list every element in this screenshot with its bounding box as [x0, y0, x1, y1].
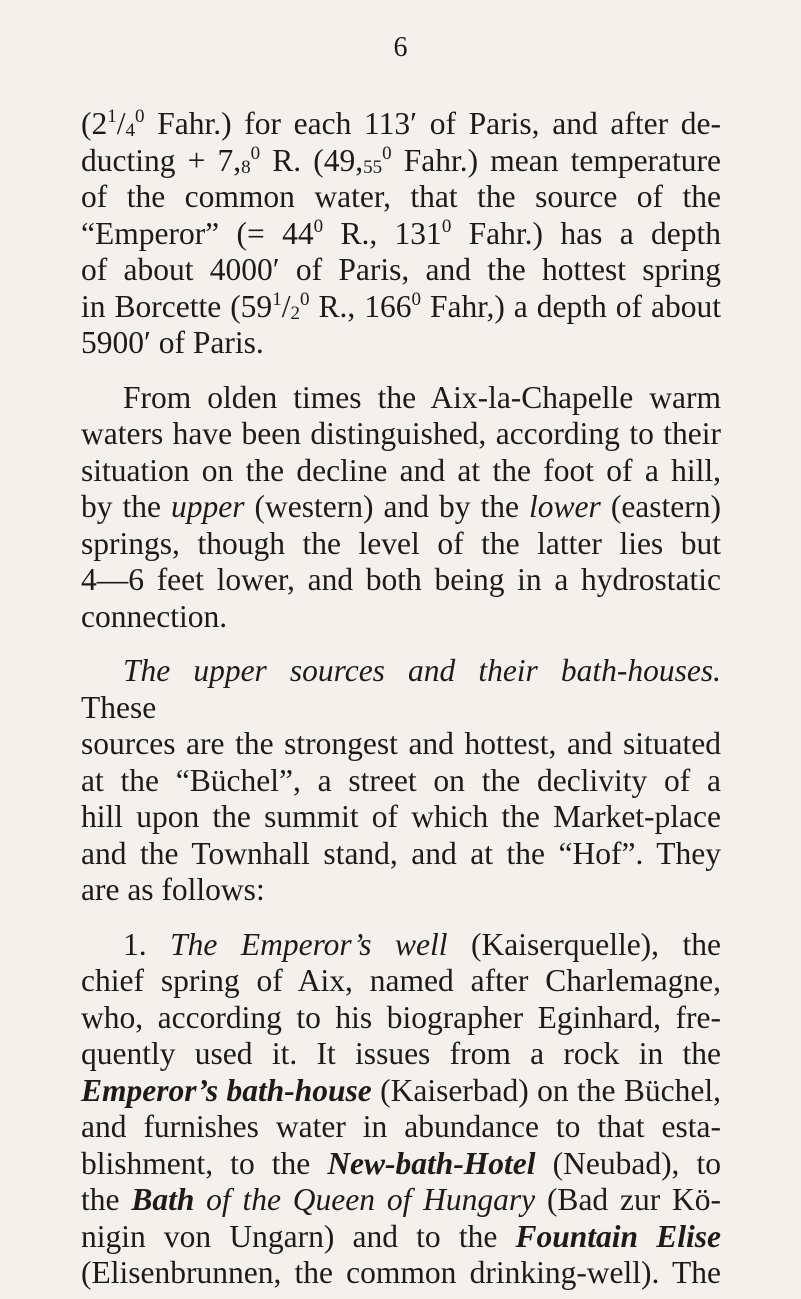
- body-text: [81, 106, 721, 1292]
- text-line: Emperor’s bath-house (Kaiserbad) on the Büchel,: [81, 1072, 721, 1108]
- paragraph-emperors-well: [81, 927, 721, 1292]
- paragraph-upper-sources: [81, 653, 721, 909]
- text-line: 5900′ of Paris.: [81, 325, 264, 360]
- text-line: 4—6 feet lower, and both being in a hydrostatic: [81, 562, 721, 597]
- text-line: chief spring of Aix, named after Charlemagne,: [81, 963, 721, 998]
- paragraph-temperature-depth: [81, 106, 721, 362]
- text-line: ducting + $7,_8^0$ R. ($49,_{55}^0$ Fahr.) mean temperature: [81, 142, 721, 178]
- page-number: 6: [393, 32, 408, 63]
- paragraph-upper-lower-springs: [81, 380, 721, 636]
- text-line: in Borcette ($59^1/_2^0$ R., $166^0$ Fahr,) a depth of about: [81, 288, 721, 324]
- text-line: of about 4000′ of Paris, and the hottest spring: [81, 252, 721, 287]
- text-line: situation on the decline and at the foot of a hill,: [81, 452, 721, 488]
- text-line: sources are the strongest and hottest, and situated: [81, 726, 721, 761]
- text-line: and furnishes water in abundance to that esta-: [81, 1109, 721, 1144]
- text-line: 1. The Emperor’s well (Kaiserquelle), the: [123, 926, 722, 962]
- text-line: springs, though the level of the latter lies but: [81, 525, 721, 561]
- text-line: The upper sources and their bath-houses. These: [81, 653, 721, 725]
- text-line: “Emperor” (= $44^0$ R., $131^0$ Fahr.) has a depth: [81, 215, 721, 251]
- text-line: connection.: [81, 598, 228, 634]
- text-line: nigin von Ungarn) and to the Fountain Elise: [81, 1218, 721, 1254]
- text-line: waters have been distinguished, according to their: [81, 416, 721, 451]
- text-line: by the upper (western) and by the lower (eastern): [81, 489, 722, 524]
- text-line: and the Townhall stand, and at the “Hof”. They: [81, 835, 721, 871]
- text-line: quently used it. It issues from a rock in the: [81, 1036, 721, 1071]
- text-line: blishment, to the New-bath-Hotel (Neubad), to: [81, 1145, 721, 1181]
- text-line: of the common water, that the source of the: [81, 179, 721, 214]
- text-line: at the “Büchel”, a street on the declivity of a: [81, 762, 721, 798]
- text-line: who, according to his biographer Eginhard, fre-: [81, 999, 721, 1035]
- text-line: From olden times the Aix-la-Chapelle warm: [123, 379, 721, 415]
- text-line: the Bath of the Queen of Hungary (Bad zur Kö-: [81, 1182, 722, 1217]
- text-line: hill upon the summit of which the Market-place: [81, 799, 721, 834]
- text-line: are as follows:: [81, 872, 265, 907]
- text-line: ($2^1/_4^0$ Fahr.) for each 113′ of Paris, and after de-: [81, 106, 721, 141]
- text-line: (Elisenbrunnen, the common drinking-well). The: [81, 1255, 721, 1290]
